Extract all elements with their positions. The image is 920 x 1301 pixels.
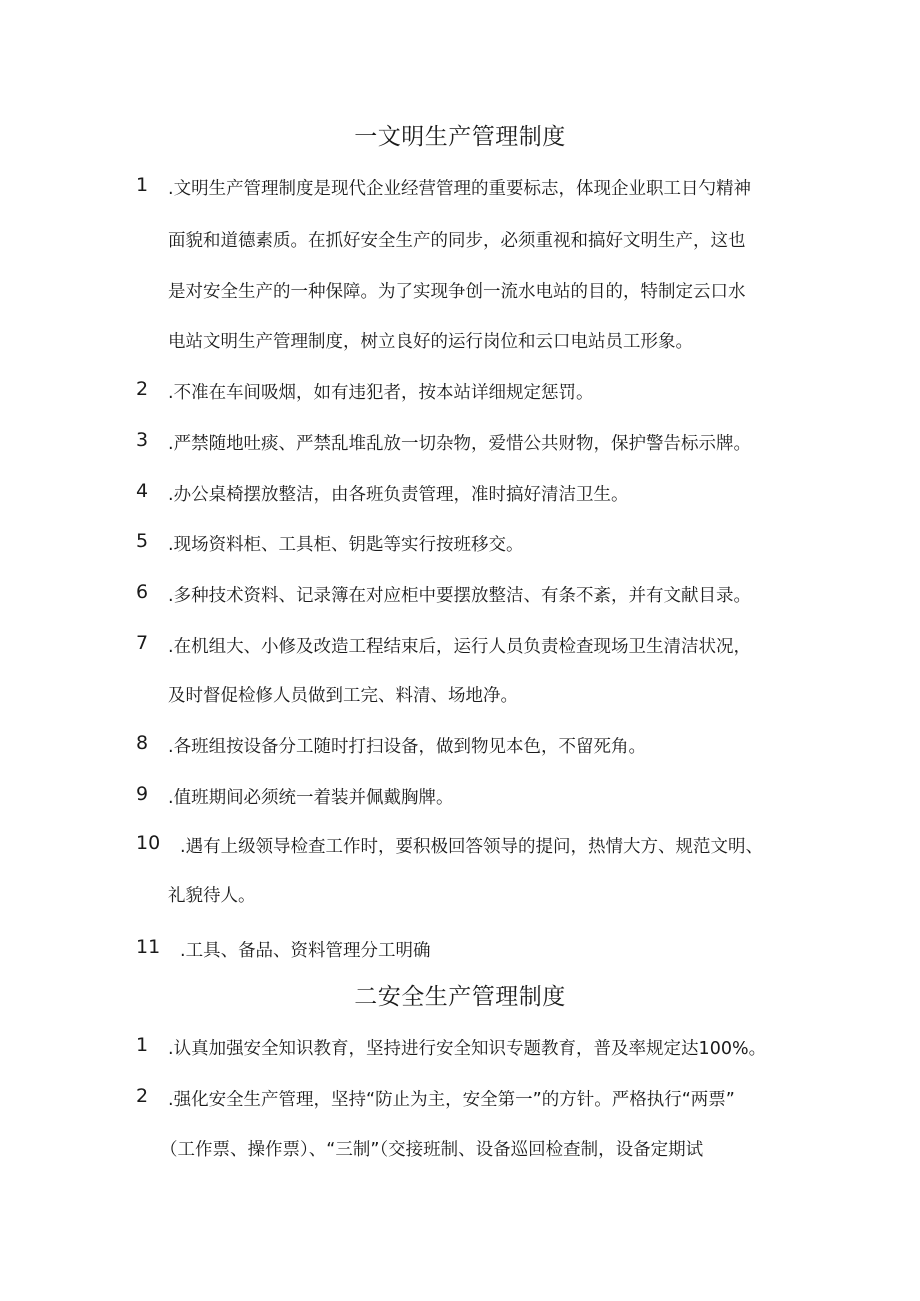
item-text: .工具、备品、资料管理分工明确 [180,941,431,961]
item-text: .不准在车间吸烟，如有违犯者，按本站详细规定惩罚。 [168,383,594,403]
item-number: 5 [136,530,149,552]
item-number: 1 [136,174,149,196]
item-number: 10 [136,832,161,854]
item-number: 4 [136,480,149,502]
item-text: .文明生产管理制度是现代企业经营管理的重要标志，体现企业职工日勺精神 [168,179,752,199]
item-text: .办公桌椅摆放整洁，由各班负责管理，准时搞好清洁卫生。 [168,485,629,505]
item-text: 面貌和道德素质。在抓好安全生产的同步，必须重视和搞好文明生产，这也 [168,231,746,251]
item-number: 9 [136,783,149,805]
item-text: .多种技术资料、记录簿在对应柜中要摆放整洁、有条不紊，并有文献目录。 [168,586,752,606]
item-text: .值班期间必须统一着装并佩戴胸牌。 [168,788,454,808]
item-text: .遇有上级领导检查工作时，要积极回答领导的提问，热情大方、规范文明、 [180,837,764,857]
section-2-title: 二安全生产管理制度 [354,984,566,1010]
item-text: .强化安全生产管理，坚持“防止为主，安全第一”的方针。严格执行“两票” [168,1090,735,1110]
item-text: .各班组按设备分工随时打扫设备，做到物见本色，不留死角。 [168,737,647,757]
item-text: 礼貌待人。 [168,886,256,906]
item-number: 1 [136,1034,149,1056]
item-text: 及时督促检修人员做到工完、料清、场地净。 [168,686,518,706]
item-number: 7 [136,632,149,654]
item-text: .现场资料柜、工具柜、钥匙等实行按班移交。 [168,535,524,555]
item-text: .在机组大、小修及改造工程结束后，运行人员负责检查现场卫生清洁状况， [168,637,752,657]
item-text: 是对安全生产的一种保障。为了实现争创一流水电站的目的，特制定云口水 [168,282,746,302]
item-number: 6 [136,581,149,603]
item-text: .严禁随地吐痰、严禁乱堆乱放一切杂物，爱惜公共财物，保护警告标示牌。 [168,434,752,454]
item-number: 8 [136,732,149,754]
section-1-title: 一文明生产管理制度 [354,124,566,150]
item-number: 11 [136,936,161,958]
item-text: （工作票、操作票）、“三制”（交接班制、设备巡回检查制，设备定期试 [160,1140,704,1160]
item-text: .认真加强安全知识教育，坚持进行安全知识专题教育，普及率规定达100%。 [168,1039,767,1059]
item-number: 2 [136,1085,149,1107]
item-text: 电站文明生产管理制度，树立良好的运行岗位和云口电站员工形象。 [168,332,693,352]
item-number: 2 [136,378,149,400]
item-number: 3 [136,429,149,451]
